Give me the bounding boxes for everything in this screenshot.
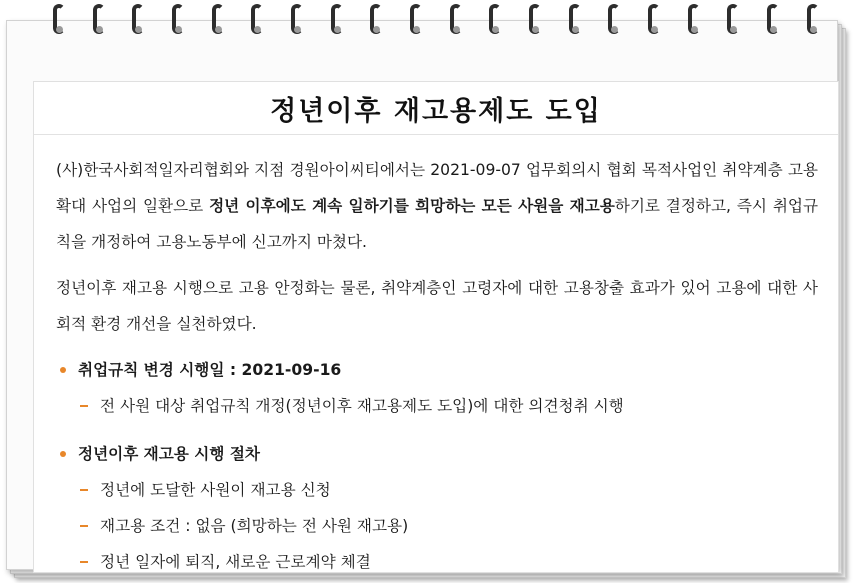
spiral-binding [46,0,826,40]
spiral-ring-icon [562,0,588,40]
section-heading: 취업규칙 변경 시행일 : 2021-09-16 [78,361,342,379]
spiral-ring-icon [800,0,826,40]
spiral-ring-icon [46,0,72,40]
spiral-ring-icon [403,0,429,40]
document-body [33,81,839,573]
section-heading-row [60,436,818,472]
section-heading: 정년이후 재고용 시행 절차 [78,445,260,463]
list-item [80,508,818,544]
spiral-ring-icon [760,0,786,40]
list-item-text: 전 사원 대상 취업규칙 개정(정년이후 재고용제도 도입)에 대한 의견청취 시행 [100,397,624,415]
spiral-ring-icon [681,0,707,40]
section-heading-row [60,352,818,388]
spiral-ring-icon [244,0,270,40]
spiral-ring-icon [284,0,310,40]
dash-icon [80,561,88,563]
dash-icon [80,405,88,407]
spiral-ring-icon [641,0,667,40]
intro-text-2: 하기로 결정하고, 즉시 취업규칙을 개정하여 고용노동부에 신고까지 마쳤다. [56,197,819,251]
spiral-ring-icon [522,0,548,40]
document-content [56,152,818,580]
intro-text-bold: 정년 이후에도 계속 일하기를 희망하는 모든 사원을 재고용 [209,197,615,215]
list-item-text: 재고용 조건 : 없음 (희망하는 전 사원 재고용) [100,517,409,535]
spiral-ring-icon [443,0,469,40]
list-item-text: 정년에 도달한 사원이 재고용 신청 [100,481,331,499]
spiral-ring-icon [601,0,627,40]
spiral-ring-icon [205,0,231,40]
bullet-dot-icon [60,367,66,373]
effect-paragraph: 정년이후 재고용 시행으로 고용 안정화는 물론, 취약계층인 고령자에 대한 고용창출 효과가 있어 고용에 대한 사회적 환경 개선을 실천하였다. [56,279,818,333]
spiral-ring-icon [720,0,746,40]
section-procedure [56,436,818,580]
spiral-ring-icon [324,0,350,40]
spiral-ring-icon [165,0,191,40]
bullet-dot-icon [60,451,66,457]
page-title: 정년이후 재고용제도 도입 [270,95,602,127]
list-item [80,544,818,580]
title-band [34,82,838,135]
intro-paragraph [56,152,818,260]
section-effective-date [56,352,818,424]
spiral-ring-icon [482,0,508,40]
spiral-ring-icon [125,0,151,40]
notepad-sheet [6,20,838,570]
spiral-ring-icon [86,0,112,40]
intro-text-1: (사)한국사회적일자리협회와 지점 경원아이씨티에서는 2021-09-07 업무회의시 협회 목적사업인 취약계층 고용확대 사업의 일환으로 [56,161,818,215]
list-item-text: 정년 일자에 퇴직, 새로운 근로계약 체결 [100,553,371,571]
list-item [80,472,818,508]
dash-icon [80,489,88,491]
list-item [80,388,818,424]
spiral-ring-icon [363,0,389,40]
dash-icon [80,525,88,527]
